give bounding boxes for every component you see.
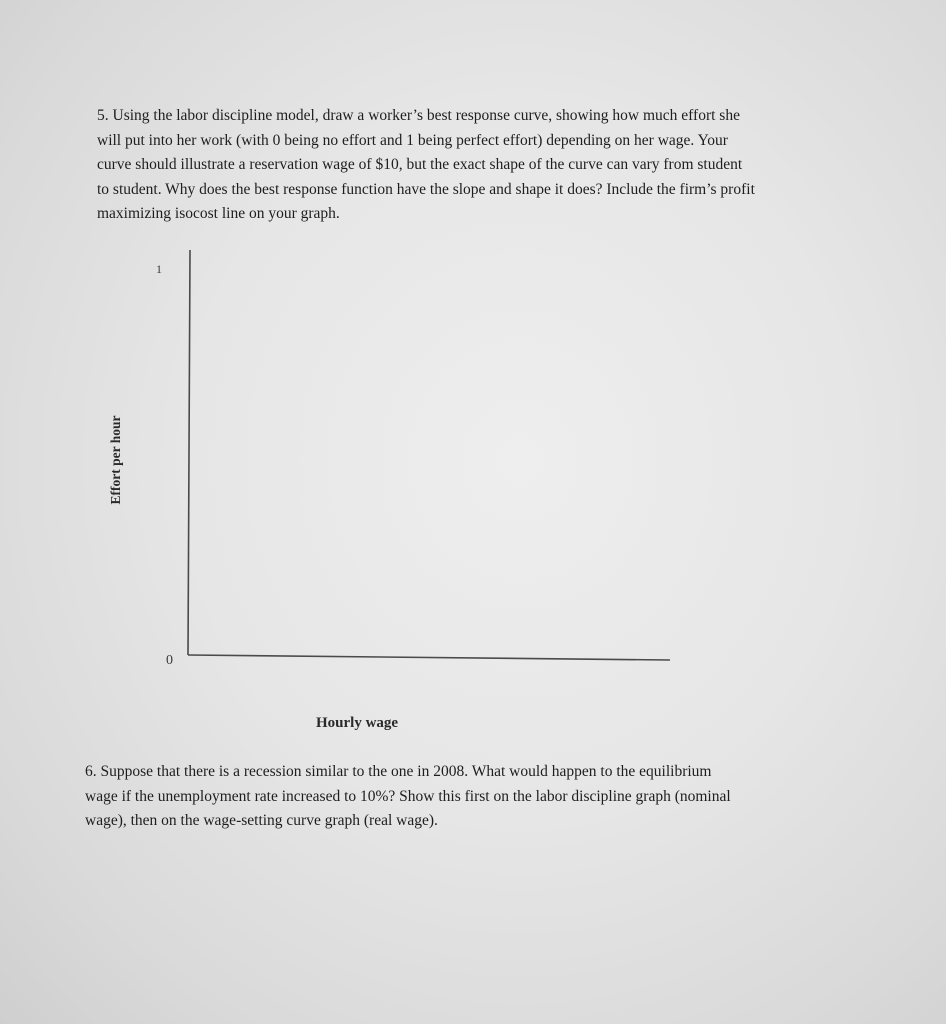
question-5-line: 5. Using the labor discipline model, draw a worker’s best response curve, showing how much effort she	[97, 107, 740, 124]
question-6-line: wage if the unemployment rate increased to 10%? Show this first on the labor discipline graph (nominal	[85, 787, 731, 805]
y-axis-line	[188, 250, 190, 655]
question-6-line: 6. Suppose that there is a recession similar to the one in 2008. What would happen to the equilibrium	[85, 763, 712, 780]
x-axis-line	[188, 655, 670, 660]
question-5	[97, 104, 755, 227]
y-axis-label: Effort per hour	[108, 415, 123, 505]
x-axis-label: Hourly wage	[316, 715, 399, 731]
question-6	[85, 760, 731, 834]
question-5-line: curve should illustrate a reservation wage of $10, but the exact shape of the curve can vary from student	[97, 156, 743, 173]
y-axis-top-tick-label: 1	[156, 262, 162, 276]
question-5-line: will put into her work (with 0 being no effort and 1 being perfect effort) depending on her wage. Your	[97, 131, 728, 149]
question-6-line: wage), then on the wage-setting curve graph (real wage).	[85, 812, 438, 829]
origin-tick-label: 0	[166, 653, 173, 668]
question-5-line: maximizing isocost line on your graph.	[97, 205, 340, 222]
question-5-line: to student. Why does the best response function have the slope and shape it does? Include the firm’s profit	[97, 180, 755, 198]
